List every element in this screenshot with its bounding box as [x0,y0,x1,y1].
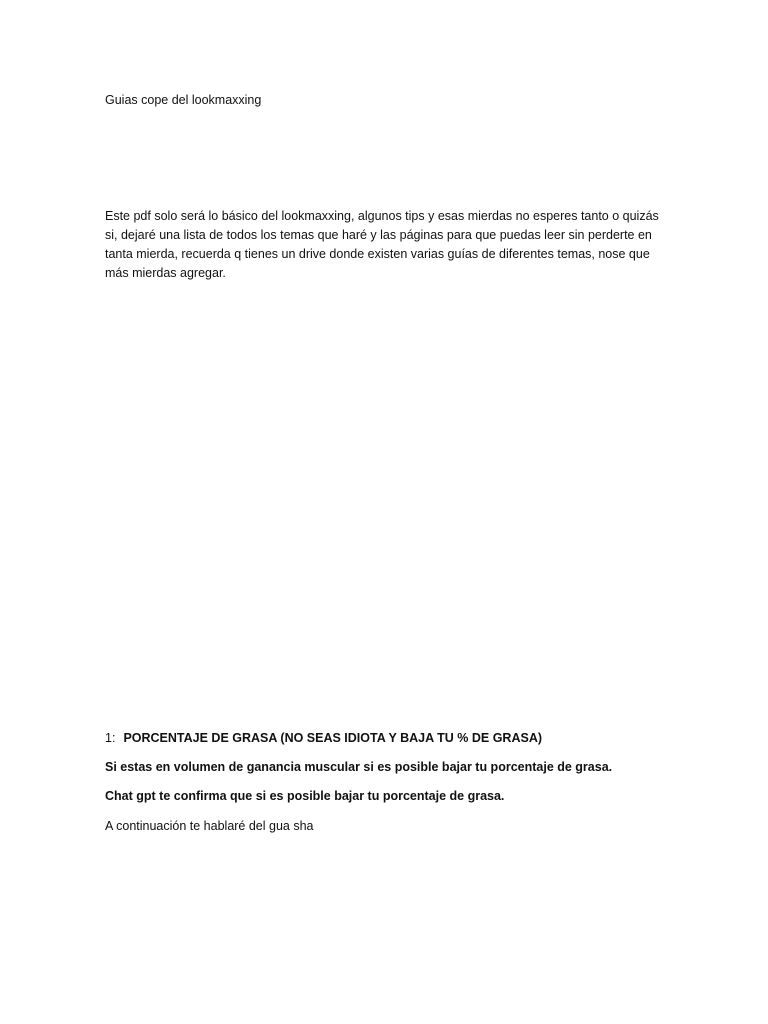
intro-line: tanta mierda, recuerda q tienes un drive donde existen varias guías de diferentes temas, nose que [105,247,650,261]
section-heading [105,729,542,748]
section-bold-line: Si estas en volumen de ganancia muscular si es posible bajar tu porcentaje de grasa. [105,760,613,774]
section-heading-text: PORCENTAJE DE GRASA (NO SEAS IDIOTA Y BAJA TU % DE GRASA) [123,731,543,745]
intro-line: Este pdf solo será lo básico del lookmaxxing, algunos tips y esas mierdas no esperes tanto o quizás [105,209,659,223]
document-title: Guias cope del lookmaxxing [105,93,262,107]
section-text: A continuación te hablaré del gua sha [105,819,314,833]
section-bold-line: Chat gpt te confirma que si es posible bajar tu porcentaje de grasa. [105,789,505,803]
intro-line: si, dejaré una lista de todos los temas que haré y las páginas para que puedas leer sin perderte en [105,228,652,242]
intro-line: más mierdas agregar. [105,266,226,280]
section-number: 1: [105,731,116,745]
